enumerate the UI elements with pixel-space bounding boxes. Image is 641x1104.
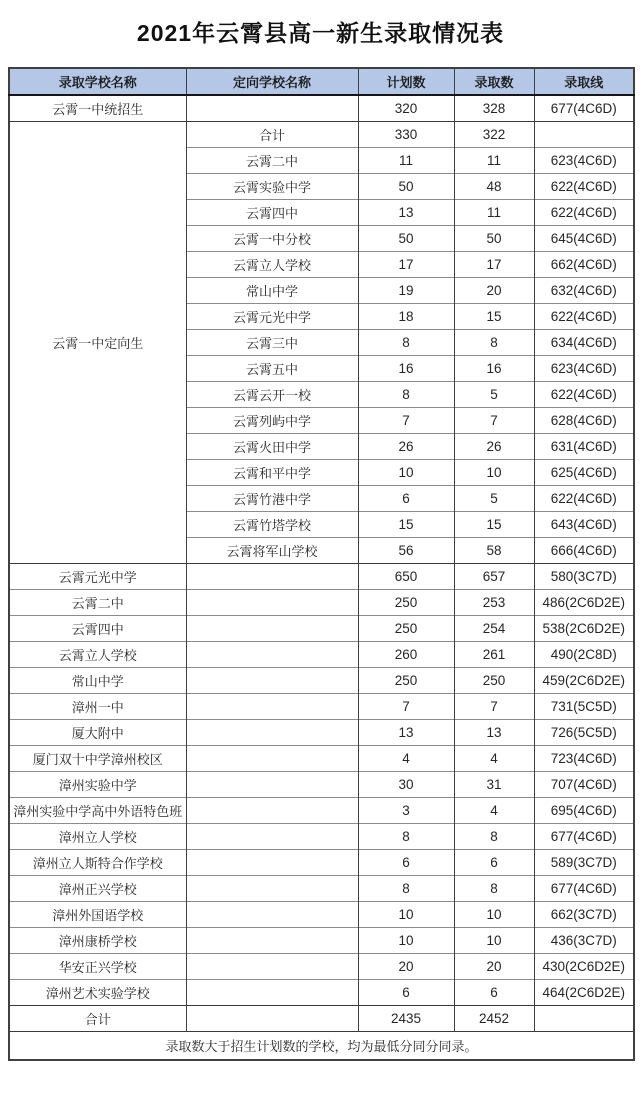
plan-cell: 250: [358, 589, 454, 615]
plan-cell: 18: [358, 303, 454, 329]
line-cell: 643(4C6D): [534, 511, 634, 537]
total-label-cell: 合计: [9, 1005, 186, 1031]
target-school-cell: [186, 641, 358, 667]
line-cell: 677(4C6D): [534, 823, 634, 849]
line-cell: 695(4C6D): [534, 797, 634, 823]
footnote-row: [9, 1031, 634, 1060]
column-header-target-school: 定向学校名称: [186, 68, 358, 95]
admitted-cell: 322: [454, 121, 534, 147]
admitted-cell: 6: [454, 979, 534, 1005]
plan-cell: 6: [358, 849, 454, 875]
school-cell: 云霄元光中学: [9, 563, 186, 589]
admitted-cell: 8: [454, 329, 534, 355]
line-cell: 662(4C6D): [534, 251, 634, 277]
admitted-cell: 253: [454, 589, 534, 615]
table-row: [9, 745, 634, 771]
plan-cell: 3: [358, 797, 454, 823]
column-header-admission-line: 录取线: [534, 68, 634, 95]
school-cell: 云霄二中: [9, 589, 186, 615]
plan-cell: 650: [358, 563, 454, 589]
target-school-cell: [186, 849, 358, 875]
school-cell: 漳州实验中学: [9, 771, 186, 797]
admitted-cell: 48: [454, 173, 534, 199]
target-school-cell: [186, 667, 358, 693]
table-row: [9, 797, 634, 823]
table-row: [9, 563, 634, 589]
line-cell: 677(4C6D): [534, 875, 634, 901]
school-cell: 漳州正兴学校: [9, 875, 186, 901]
plan-cell: 6: [358, 485, 454, 511]
target-school-cell: 云霄二中: [186, 147, 358, 173]
target-school-cell: 云霄列屿中学: [186, 407, 358, 433]
target-school-cell: 云霄竹港中学: [186, 485, 358, 511]
table-row: [9, 875, 634, 901]
target-school-cell: [186, 589, 358, 615]
plan-cell: 8: [358, 329, 454, 355]
group-row: [9, 121, 634, 147]
target-school-cell: [186, 979, 358, 1005]
plan-cell: 6: [358, 979, 454, 1005]
line-cell: 490(2C8D): [534, 641, 634, 667]
admitted-cell: 657: [454, 563, 534, 589]
admitted-cell: 11: [454, 199, 534, 225]
line-cell: 589(3C7D): [534, 849, 634, 875]
admitted-cell: 13: [454, 719, 534, 745]
target-school-cell: [186, 771, 358, 797]
target-school-cell: 云霄一中分校: [186, 225, 358, 251]
admitted-cell: 17: [454, 251, 534, 277]
plan-cell: 56: [358, 537, 454, 563]
admitted-cell: 4: [454, 797, 534, 823]
admitted-cell: 254: [454, 615, 534, 641]
plan-cell: 8: [358, 381, 454, 407]
plan-cell: 7: [358, 693, 454, 719]
school-cell: 漳州一中: [9, 693, 186, 719]
total-row: [9, 1005, 634, 1031]
school-cell: 漳州艺术实验学校: [9, 979, 186, 1005]
target-school-cell: [186, 875, 358, 901]
line-cell: 436(3C7D): [534, 927, 634, 953]
admitted-cell: 8: [454, 823, 534, 849]
school-cell: 漳州外国语学校: [9, 901, 186, 927]
target-school-cell: 云霄五中: [186, 355, 358, 381]
target-school-cell: 云霄云开一校: [186, 381, 358, 407]
target-school-cell: 云霄立人学校: [186, 251, 358, 277]
admitted-cell: 7: [454, 407, 534, 433]
target-school-cell: 云霄实验中学: [186, 173, 358, 199]
school-cell: 漳州立人学校: [9, 823, 186, 849]
plan-cell: 7: [358, 407, 454, 433]
line-cell: 632(4C6D): [534, 277, 634, 303]
line-cell: 622(4C6D): [534, 173, 634, 199]
school-cell: 漳州康桥学校: [9, 927, 186, 953]
line-cell: 726(5C5D): [534, 719, 634, 745]
plan-cell: 2435: [358, 1005, 454, 1031]
line-cell: 645(4C6D): [534, 225, 634, 251]
admitted-cell: 16: [454, 355, 534, 381]
plan-cell: 13: [358, 719, 454, 745]
admissions-table: [8, 67, 635, 1061]
table-row: [9, 901, 634, 927]
merged-school-cell: 云霄一中定向生: [9, 121, 186, 563]
plan-cell: 30: [358, 771, 454, 797]
table-row-tongzhao: [9, 95, 634, 121]
target-school-cell: 云霄将军山学校: [186, 537, 358, 563]
target-school-cell: [186, 745, 358, 771]
school-cell: 漳州立人斯特合作学校: [9, 849, 186, 875]
line-cell: 464(2C6D2E): [534, 979, 634, 1005]
plan-cell: 250: [358, 667, 454, 693]
plan-cell: 330: [358, 121, 454, 147]
table-row: [9, 693, 634, 719]
plan-cell: 8: [358, 875, 454, 901]
line-cell: 631(4C6D): [534, 433, 634, 459]
target-school-cell: [186, 563, 358, 589]
target-school-cell: [186, 1005, 358, 1031]
line-cell: 538(2C6D2E): [534, 615, 634, 641]
column-header-plan-count: 计划数: [358, 68, 454, 95]
plan-cell: 260: [358, 641, 454, 667]
line-cell: 459(2C6D2E): [534, 667, 634, 693]
table-row: [9, 823, 634, 849]
admitted-cell: 4: [454, 745, 534, 771]
table-row: [9, 719, 634, 745]
admitted-cell: 5: [454, 381, 534, 407]
target-school-cell: [186, 95, 358, 121]
line-cell: 677(4C6D): [534, 95, 634, 121]
line-cell: 622(4C6D): [534, 381, 634, 407]
target-school-cell: [186, 615, 358, 641]
table-row: [9, 927, 634, 953]
plan-cell: 320: [358, 95, 454, 121]
plan-cell: 17: [358, 251, 454, 277]
table-row: [9, 641, 634, 667]
plan-cell: 15: [358, 511, 454, 537]
plan-cell: 11: [358, 147, 454, 173]
admitted-cell: 8: [454, 875, 534, 901]
target-school-cell: [186, 797, 358, 823]
table-row: [9, 589, 634, 615]
school-cell: 常山中学: [9, 667, 186, 693]
target-school-cell: [186, 927, 358, 953]
admitted-cell: 15: [454, 303, 534, 329]
admitted-cell: 10: [454, 901, 534, 927]
school-cell: 华安正兴学校: [9, 953, 186, 979]
table-row: [9, 979, 634, 1005]
admitted-cell: 328: [454, 95, 534, 121]
admitted-cell: 2452: [454, 1005, 534, 1031]
target-school-cell: [186, 719, 358, 745]
table-row: [9, 615, 634, 641]
plan-cell: 19: [358, 277, 454, 303]
target-school-cell: [186, 901, 358, 927]
plan-cell: 8: [358, 823, 454, 849]
admitted-cell: 31: [454, 771, 534, 797]
target-school-cell: [186, 693, 358, 719]
target-school-cell: 云霄火田中学: [186, 433, 358, 459]
target-school-cell: 云霄三中: [186, 329, 358, 355]
admitted-cell: 50: [454, 225, 534, 251]
line-cell: 623(4C6D): [534, 147, 634, 173]
school-cell: 云霄四中: [9, 615, 186, 641]
target-school-cell: [186, 823, 358, 849]
footnote-cell: 录取数大于招生计划数的学校，均为最低分同分同录。: [9, 1031, 634, 1060]
line-cell: 723(4C6D): [534, 745, 634, 771]
admitted-cell: 250: [454, 667, 534, 693]
line-cell: 622(4C6D): [534, 303, 634, 329]
plan-cell: 26: [358, 433, 454, 459]
column-header-admitted-count: 录取数: [454, 68, 534, 95]
table-row: [9, 771, 634, 797]
target-school-cell: 云霄四中: [186, 199, 358, 225]
plan-cell: 13: [358, 199, 454, 225]
admitted-cell: 15: [454, 511, 534, 537]
line-cell: 666(4C6D): [534, 537, 634, 563]
school-cell: 云霄立人学校: [9, 641, 186, 667]
table-row: [9, 667, 634, 693]
admitted-cell: 26: [454, 433, 534, 459]
target-school-cell: 云霄竹塔学校: [186, 511, 358, 537]
admitted-cell: 10: [454, 459, 534, 485]
line-cell: 731(5C5D): [534, 693, 634, 719]
admitted-cell: 7: [454, 693, 534, 719]
school-cell: 厦大附中: [9, 719, 186, 745]
line-cell: 625(4C6D): [534, 459, 634, 485]
plan-cell: 250: [358, 615, 454, 641]
line-cell: [534, 121, 634, 147]
admitted-cell: 20: [454, 277, 534, 303]
school-cell: 厦门双十中学漳州校区: [9, 745, 186, 771]
line-cell: 622(4C6D): [534, 199, 634, 225]
admitted-cell: 20: [454, 953, 534, 979]
line-cell: 707(4C6D): [534, 771, 634, 797]
table-header-row: [9, 68, 634, 95]
target-school-cell: 合计: [186, 121, 358, 147]
line-cell: 662(3C7D): [534, 901, 634, 927]
admitted-cell: 10: [454, 927, 534, 953]
plan-cell: 16: [358, 355, 454, 381]
school-cell: 漳州实验中学高中外语特色班: [9, 797, 186, 823]
plan-cell: 10: [358, 927, 454, 953]
line-cell: 622(4C6D): [534, 485, 634, 511]
target-school-cell: 云霄元光中学: [186, 303, 358, 329]
plan-cell: 20: [358, 953, 454, 979]
target-school-cell: [186, 953, 358, 979]
line-cell: [534, 1005, 634, 1031]
plan-cell: 4: [358, 745, 454, 771]
school-cell: 云霄一中统招生: [9, 95, 186, 121]
admitted-cell: 11: [454, 147, 534, 173]
plan-cell: 50: [358, 173, 454, 199]
table-body: [9, 95, 634, 1060]
target-school-cell: 云霄和平中学: [186, 459, 358, 485]
target-school-cell: 常山中学: [186, 277, 358, 303]
admitted-cell: 261: [454, 641, 534, 667]
table-row: [9, 849, 634, 875]
admitted-cell: 5: [454, 485, 534, 511]
plan-cell: 10: [358, 901, 454, 927]
line-cell: 634(4C6D): [534, 329, 634, 355]
line-cell: 430(2C6D2E): [534, 953, 634, 979]
plan-cell: 50: [358, 225, 454, 251]
admitted-cell: 58: [454, 537, 534, 563]
line-cell: 580(3C7D): [534, 563, 634, 589]
table-row: [9, 953, 634, 979]
plan-cell: 10: [358, 459, 454, 485]
line-cell: 623(4C6D): [534, 355, 634, 381]
column-header-admit-school: 录取学校名称: [9, 68, 186, 95]
page-title: 2021年云霄县高一新生录取情况表: [136, 20, 505, 46]
line-cell: 628(4C6D): [534, 407, 634, 433]
line-cell: 486(2C6D2E): [534, 589, 634, 615]
admitted-cell: 6: [454, 849, 534, 875]
